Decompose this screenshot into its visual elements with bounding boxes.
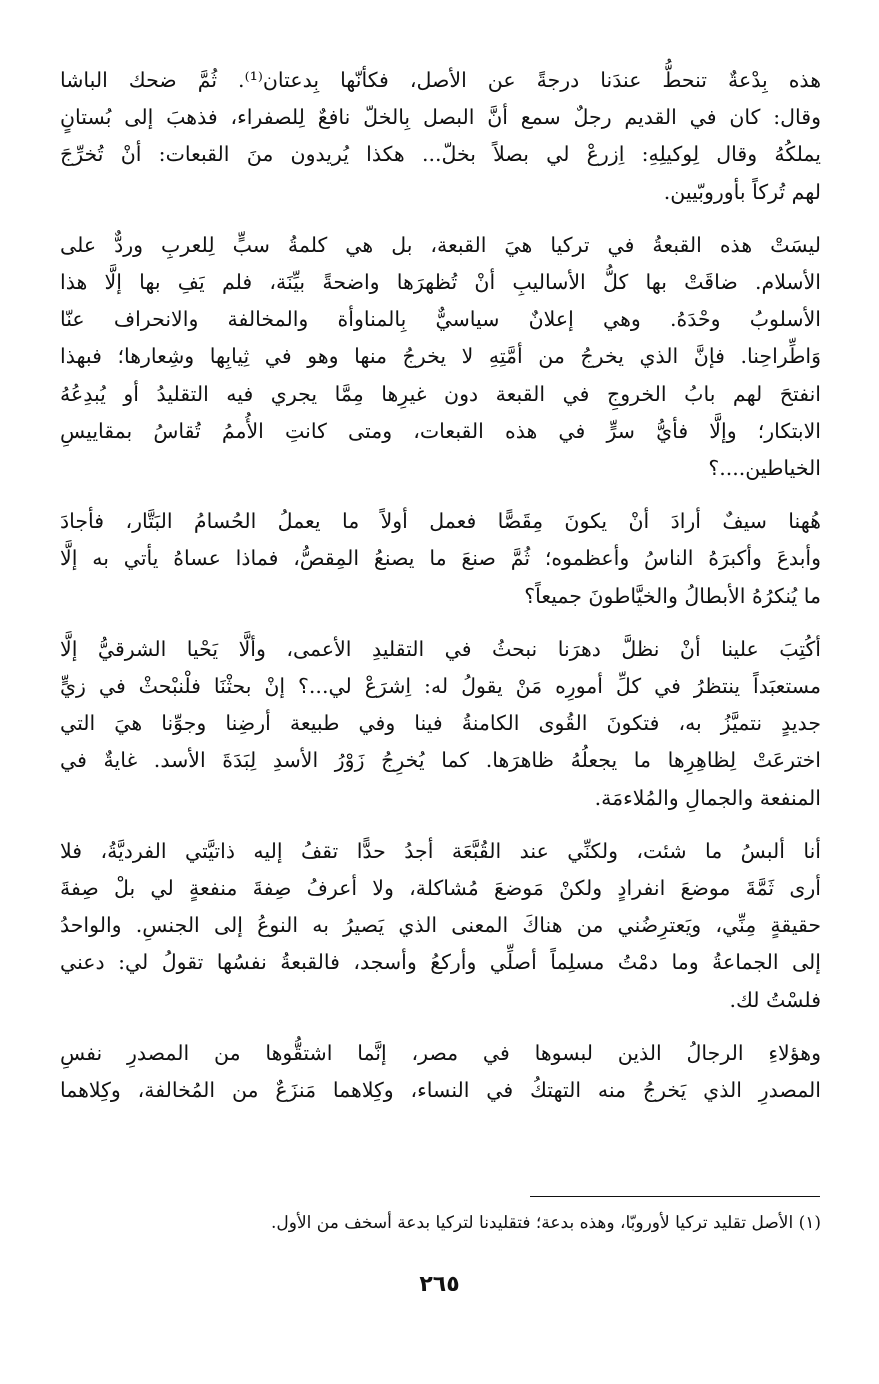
- text-line: أنا ألبسُ ما شئت، ولكنِّي عند القُبَّعَة أجدُ حدًّا تقفُ إليه ذاتيَّتي الفرديَّةُ، فلا: [60, 838, 821, 863]
- text-line: مستعبَداً ينتظرُ في كلِّ أمورِه مَنْ يقولُ له: اِشرَعْ لي...؟ إنْ بحثْنَا فلْنبْحثْ في زيٍّ: [60, 674, 821, 699]
- paragraph-3: [60, 503, 821, 615]
- text-line: لهم تُركاً بأوروبّيين.: [663, 179, 821, 204]
- text-line: ما يُنكرُهُ الأبطالُ والخيَّاطونَ جميعاً؟: [524, 583, 821, 608]
- text-line: وَاطِّراحِنا. فإنَّ الذي يخرجُ من أمَّتِهِ لا يخرجُ منها وهو في ثِيابِها وشِعارها؛ فبهذا: [60, 344, 821, 369]
- text-line: اخترعَتْ لِظاهِرِها ما يجعلُهُ ظاهرَها. كما يُخرِجُ زَوْرُ الأسدِ لِبَدَةَ الأسد. غايةٌ في: [60, 748, 821, 773]
- text-line: جديدٍ نتميَّزُ به، فتكونَ القُوى الكامنةُ فينا وفي طبيعة أرضِنا وجوِّنا هيَ التي: [60, 711, 821, 736]
- text-line: هذه بِدْعةٌ تنحطُّ عندَنا درجةً عن الأصل، فكأنّها بِدعتان⁽¹⁾. ثُمَّ ضحك الباشا: [60, 68, 822, 92]
- paragraph-2: [60, 227, 821, 487]
- text-line: انفتحَ لهم بابُ الخروجِ في القبعة دون غيرِها مِمَّا يجري فيه التقليدُ أو يُبدِعُهُ: [60, 381, 821, 406]
- text-line: هُهنا سيفٌ أرادَ أنْ يكونَ مِقَصًّا فعمل أولاً ما يعملُ الحُسامُ البَتَّار، فأجادَ: [60, 509, 821, 534]
- text-line: الأسلوبُ وحْدَهُ. وهي إعلانٌ سياسيٌّ بِالمناوأة والمخالفة والانحراف عنّا: [60, 307, 821, 332]
- text-line: يملكُهُ وقال لِوكيلِهِ: اِزرعْ لي بصلاً بخلّ... هكذا يُريدون منَ القبعات: أنْ تُخرِّجَ: [60, 142, 821, 167]
- footnote-divider: [530, 1196, 820, 1197]
- text-line: أرى ثَمَّةَ موضعَ انفرادٍ ولكنْ مَوضعَ مُشاكلة، ولا أعرفُ صِفةَ منفعةٍ لي بلْ صِفةَ: [60, 876, 821, 901]
- text-line: فلسْتُ لك.: [729, 987, 821, 1012]
- text-line: المصدرِ الذي يَخرجُ منه التهتكُ في النساء، وكِلاهما مَنزَعٌ من المُخالفة، وكِلاهما: [60, 1078, 821, 1103]
- paragraph-6: [60, 1035, 821, 1109]
- paragraph-4: [60, 631, 821, 817]
- text-line: حقيقةٍ مِنِّي، ويَعترِضُني من هناكَ المعنى الذي يَصيرُ به النوعُ إلى الجنسِ. والواحدُ: [60, 913, 821, 938]
- text-line: الابتكار؛ وإلَّا فأيُّ سرٍّ في هذه القبعات، ومتى كانتِ الأُممُ تُقاسُ بمقاييسِ: [60, 418, 821, 443]
- text-line: وأبدعَ وأكبرَهُ الناسُ وأعظموه؛ ثُمَّ صنعَ ما يصنعُ المِقصُّ، فماذا عساهُ يأتي به إلَّا: [60, 546, 821, 571]
- text-line: ليسَتْ هذه القبعةُ في تركيا هيَ القبعة، بل هي كلمةُ سبٍّ لِلعربِ وردٌّ على: [60, 232, 821, 257]
- text-line: وقال: كان في القديم رجلٌ سمع أنَّ البصل بِالخلّ نافعٌ لِلصفراء، فذهبَ إلى بُستانٍ: [60, 105, 821, 130]
- footnote: (١) الأصل تقليد تركيا لأوروبّا، وهذه بدعة؛ فتقليدنا لتركيا بدعة أسخف من الأول.: [271, 1213, 821, 1233]
- paragraph-1: [60, 62, 821, 211]
- text-line: المنفعة والجمالِ والمُلاءمَة.: [594, 785, 821, 810]
- paragraph-5: [60, 833, 821, 1019]
- text-line: أكُتِبَ علينا أنْ نظلَّ دهرَنا نبحثُ في التقليدِ الأعمى، وألَّا يَحْيا الشرقيُّ إلَّا: [60, 636, 821, 661]
- page-number: ٢٦٥: [419, 1272, 460, 1297]
- text-line: الخياطين....؟: [708, 456, 821, 481]
- text-line: وهؤلاءِ الرجالُ الذين لبسوها في مصر، إنَّما اشتقُّوها من المصدرِ نفسِ: [60, 1040, 821, 1065]
- text-line: إلى الجماعةُ وما دمْتُ مسلِماً أصلِّي وأركعُ وأسجد، فالقبعةُ نفسُها تقولُ لي: دعني: [60, 950, 821, 975]
- body-text: [60, 62, 821, 1109]
- text-line: الأسلام. ضاقَتْ بها كلُّ الأساليبِ أنْ تُظهرَها واضحةً بيِّنَة، فلم يَفِ بها إلَّا هذا: [60, 270, 821, 295]
